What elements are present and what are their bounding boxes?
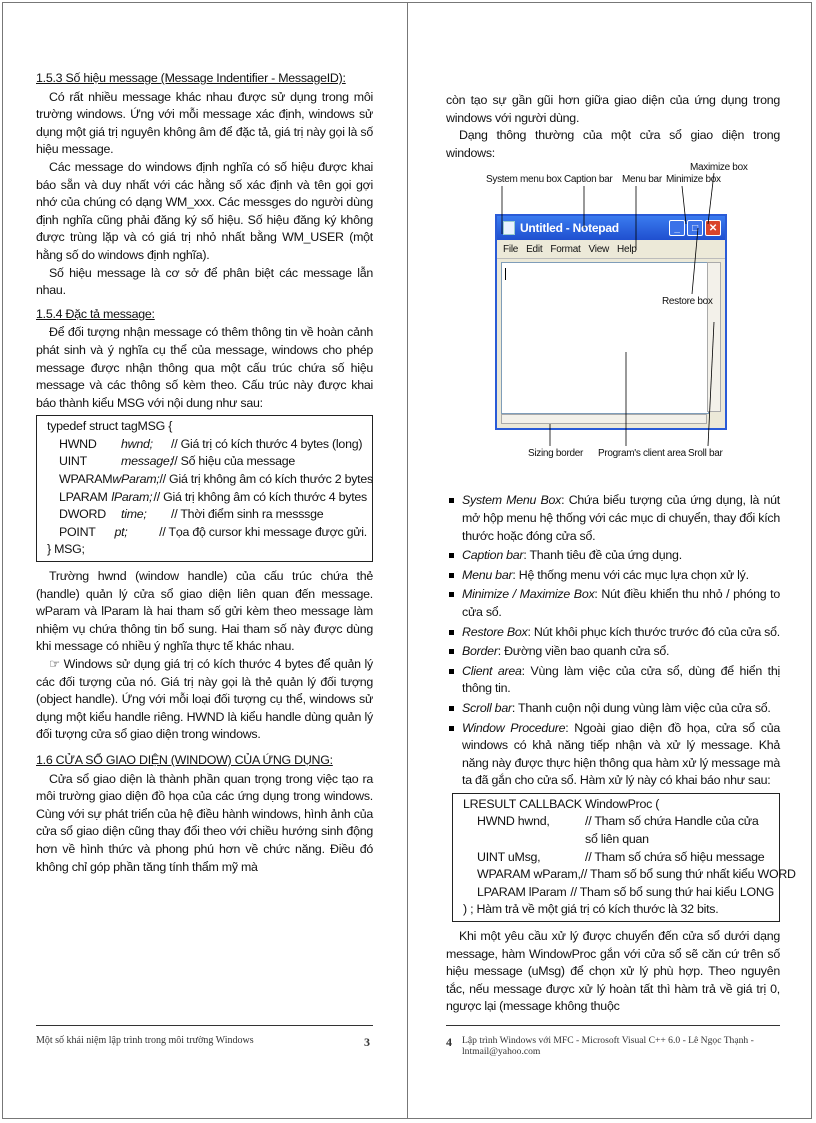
bullet-text: : Nút khôi phục kích thước trước đó của cửa sổ. — [527, 624, 780, 639]
paragraph: Các message do windows định nghĩa có số hiệu được khai báo sẵn và duy nhất với các hằng số xác định và tên gọi gợi nhớ của chúng có dạng WM_xxx. Các messges do người dùng định nghĩa cũng phải đăng ký số hiệu. Số hiệu đăng ký không được trùng lặp và có giá trị nhỏ nhất bằng WM_USER (một hằng số do windows định nghĩa). — [36, 159, 373, 262]
window-diagram — [446, 162, 780, 492]
menu-item: Help — [617, 243, 637, 255]
footer-left: Một số khái niệm lập trình trong môi trường Windows — [36, 1035, 254, 1046]
bullet-text: : Thanh tiêu đề của ứng dụng. — [523, 548, 682, 563]
code-comment: // Tham số chứa Handle của cửa sổ liên quan — [585, 814, 759, 847]
window-title: Untitled - Notepad — [520, 220, 619, 235]
code-type: WPARAM — [59, 472, 113, 487]
note-paragraph: ☞ Windows sử dụng giá trị có kích thước 4 bytes để quản lý các đối tượng của nó. Giá trị này gọi là thẻ quản lý đối tượng (object handle). Ứng với mỗi loại đối tượng cụ thể, windows sử dụng một kiểu handle riêng. HWND là kiểu handle dùng quản lý đối tượng cửa sổ giao diện trong windows. — [36, 657, 373, 742]
footer-rule — [446, 1025, 780, 1026]
code-row — [47, 506, 367, 524]
windowproc-code-box — [452, 793, 796, 922]
code-type: DWORD — [59, 507, 106, 522]
bullet-text: : Đường viền bao quanh cửa sổ. — [497, 644, 670, 659]
code-decl: LPARAM lParam — [477, 884, 567, 899]
footer-rule — [36, 1025, 373, 1026]
page-divider — [407, 2, 408, 1119]
bullet-term: System Menu Box — [462, 493, 562, 508]
code-name: hwnd; — [121, 436, 153, 451]
paragraph: Cửa sổ giao diện là thành phần quan trọng trong việc tạo ra môi trường giao diện đồ họa của các ứng dụng trong windows. Cùng với sự phát triển của hệ điều hành windows, hình ảnh của cửa sổ giao diện cũng thay đổi theo với chiều hướng sinh động hơn về hình thức và phong phú hơn về chức năng. Điều đó không chỉ góp phần tăng tính thẩm mỹ mà — [36, 771, 373, 874]
heading-1-5-3: 1.5.3 Số hiệu message (Message Indentifier - MessageID): — [36, 71, 346, 85]
menu-item: Format — [550, 243, 581, 255]
bullet-term: Caption bar — [462, 548, 524, 563]
code-type: HWND — [59, 436, 97, 451]
menu-item: Edit — [526, 243, 543, 255]
close-icon: ✕ — [705, 220, 721, 236]
label-maximize-box: Maximize box — [690, 162, 748, 174]
bullet-item — [462, 547, 780, 565]
code-comment: // Tham số bổ sung thứ nhất kiểu WORD — [580, 867, 796, 882]
paragraph: Có rất nhiều message khác nhau được sử dụng trong môi trường windows. Ứng với mỗi message xác định, windows sử dụng một giá trị nguyên không âm để đặc tả, giá trị này gọi là số hiệu message. — [36, 89, 373, 157]
code-comment: // Tham số chứa số hiệu message — [585, 849, 765, 864]
paragraph: Số hiệu message là cơ sở để phân biệt các message lẫn nhau. — [36, 265, 373, 298]
code-comment: // Giá trị có kích thước 4 bytes (long) — [171, 436, 363, 451]
bullet-item — [462, 567, 780, 585]
bullet-text: : Vùng làm việc của cửa sổ, dùng để hiển thị thông tin. — [462, 663, 780, 696]
bullet-item — [462, 720, 780, 790]
label-caption-bar: Caption bar — [564, 174, 613, 186]
code-row — [47, 524, 367, 542]
notepad-app-icon — [503, 221, 515, 235]
label-restore-box: Restore box — [662, 296, 713, 308]
bullet-term: Client area — [462, 663, 522, 678]
text-caret — [505, 268, 506, 280]
code-decl: WPARAM wParam, — [477, 867, 581, 882]
menu-item: File — [503, 243, 519, 255]
label-minimize-box: Minimize box — [666, 174, 721, 186]
bullet-item — [462, 663, 780, 698]
label-scroll-bar: Sroll bar — [688, 448, 723, 460]
code-comment: // Giá trị không âm có kích thước 2 bytes — [159, 472, 373, 487]
code-name: pt; — [114, 524, 128, 539]
notepad-window — [495, 214, 727, 430]
code-name: message; — [121, 454, 173, 469]
title-bar — [497, 216, 725, 240]
code-decl: UINT uMsg, — [477, 849, 541, 864]
bullet-term: Scroll bar — [462, 700, 512, 715]
menu-bar — [497, 240, 725, 259]
code-comment: // Số hiệu của message — [171, 454, 295, 469]
sizing-border — [501, 414, 707, 424]
code-comment: // Giá trị không âm có kích thước 4 bytes — [153, 489, 367, 504]
code-decl: HWND hwnd, — [477, 814, 550, 829]
bullet-text: : Hệ thống menu với các mục lựa chọn xử lý. — [512, 567, 749, 582]
code-row — [463, 813, 774, 848]
code-row — [47, 453, 367, 471]
code-name: lParam; — [111, 489, 153, 504]
code-comment: // Tham số bổ sung thứ hai kiểu LONG — [570, 884, 774, 899]
window-parts-list — [446, 492, 780, 790]
bullet-item — [462, 492, 780, 545]
menu-item: View — [588, 243, 610, 255]
bullet-item — [462, 586, 780, 621]
code-row — [47, 489, 367, 507]
msg-struct-code-box — [36, 415, 373, 562]
bullet-text: : Chứa biểu tượng của ứng dụng, là nút mở hộp menu hệ thống với các mục di chuyển, thay đổi kích thước hoặc đóng cửa sổ. — [462, 493, 780, 543]
code-name: time; — [121, 507, 147, 522]
code-row — [47, 471, 373, 489]
bullet-item — [462, 643, 780, 661]
label-client-area: Program's client area — [598, 448, 686, 460]
label-system-menu-box: System menu box — [486, 174, 562, 186]
code-type: LPARAM — [59, 489, 108, 504]
footer-right: Lập trình Windows với MFC - Microsoft Visual C++ 6.0 - Lê Ngọc Thạnh - lntmail@yahoo.com — [462, 1035, 754, 1057]
code-name: wParam; — [112, 472, 160, 487]
heading-1-5-4: 1.5.4 Đặc tả message: — [36, 306, 155, 321]
paragraph: Trường hwnd (window handle) của cấu trúc chứa thẻ (handle) quản lý cửa sổ giao diện liên quan đến message. wParam và lParam là hai tham số gửi kèm theo message làm nhiệm vụ chứa thông tin bổ sung. Hai tham số này được dùng khi message có nhiều ý nghĩa thực tế khác nhau. — [36, 569, 373, 654]
paragraph: Dạng thông thường của một cửa sổ giao diện trong windows: — [446, 128, 780, 160]
code-line: LRESULT CALLBACK WindowProc ( — [463, 796, 660, 811]
code-line: } MSG; — [47, 542, 85, 557]
code-row — [463, 884, 774, 902]
scroll-bar — [707, 262, 721, 412]
code-row — [463, 849, 774, 867]
bullet-item — [462, 624, 780, 642]
code-type: UINT — [59, 454, 87, 469]
bullet-term: Menu bar — [462, 567, 513, 582]
minimize-icon: _ — [669, 220, 685, 236]
bullet-text: : Nút điều khiển thu nhỏ / phóng to cửa sổ. — [462, 587, 780, 619]
maximize-icon: □ — [687, 220, 703, 236]
bullet-term: Minimize / Maximize Box — [462, 587, 595, 602]
code-comment: // Tọa độ cursor khi message được gửi. — [159, 524, 367, 539]
bullet-term: Restore Box — [462, 624, 528, 639]
code-type: POINT — [59, 524, 96, 539]
left-page — [36, 64, 373, 876]
code-row — [47, 436, 367, 454]
bullet-item — [462, 700, 780, 718]
label-menu-bar: Menu bar — [622, 174, 662, 186]
code-line: ) ; Hàm trả về một giá trị có kích thước là 32 bits. — [463, 902, 719, 917]
code-row — [463, 866, 796, 884]
heading-1-6: 1.6 CỬA SỔ GIAO DIỆN (WINDOW) CỦA ỨNG DỤNG: — [36, 752, 333, 767]
paragraph: còn tạo sự gần gũi hơn giữa giao diện của ứng dụng trong windows với người dùng. — [446, 93, 780, 125]
code-comment: // Thời điểm sinh ra messsge — [171, 507, 324, 522]
paragraph: Để đối tượng nhận message có thêm thông tin về hoàn cảnh phát sinh và ý nghĩa cụ thể của message, windows cho phép message được nhận thông qua một cấu trúc chứa số hiệu message và các thông số kèm theo. Cấu trúc này được khai báo thành kiểu MSG với nội dung như sau: — [36, 325, 373, 410]
paragraph: Khi một yêu cầu xử lý được chuyển đến cửa sổ dưới dạng message, hàm WindowProc gắn với cửa sổ sẽ căn cứ trên số hiệu message (uMsg) để chọn xử lý phù hợp. Theo nguyên tắc, nếu message được xử lý hoàn tất thì hàm trả về giá trị 0, ngược lại (message không thuộc — [446, 929, 780, 1014]
bullet-text: : Thanh cuộn nội dung vùng làm việc của cửa sổ. — [511, 700, 771, 715]
label-sizing-border: Sizing border — [528, 448, 584, 460]
bullet-term: Window Procedure — [462, 720, 566, 735]
client-area — [501, 262, 709, 414]
bullet-term: Border — [462, 644, 498, 659]
page-number-left: 3 — [364, 1035, 370, 1049]
code-line: typedef struct tagMSG { — [47, 419, 173, 434]
bullet-text: : Ngoài giao diện đồ họa, cửa sổ của windows có khả năng tiếp nhận và xử lý message. Khả năng này được thực hiện thông qua hàm xử lý message mà ta đã gắn cho cửa sổ. Hàm xử lý này có khai báo như sau: — [462, 720, 780, 788]
page-number-right: 4 — [446, 1035, 452, 1049]
right-page — [446, 92, 796, 1016]
